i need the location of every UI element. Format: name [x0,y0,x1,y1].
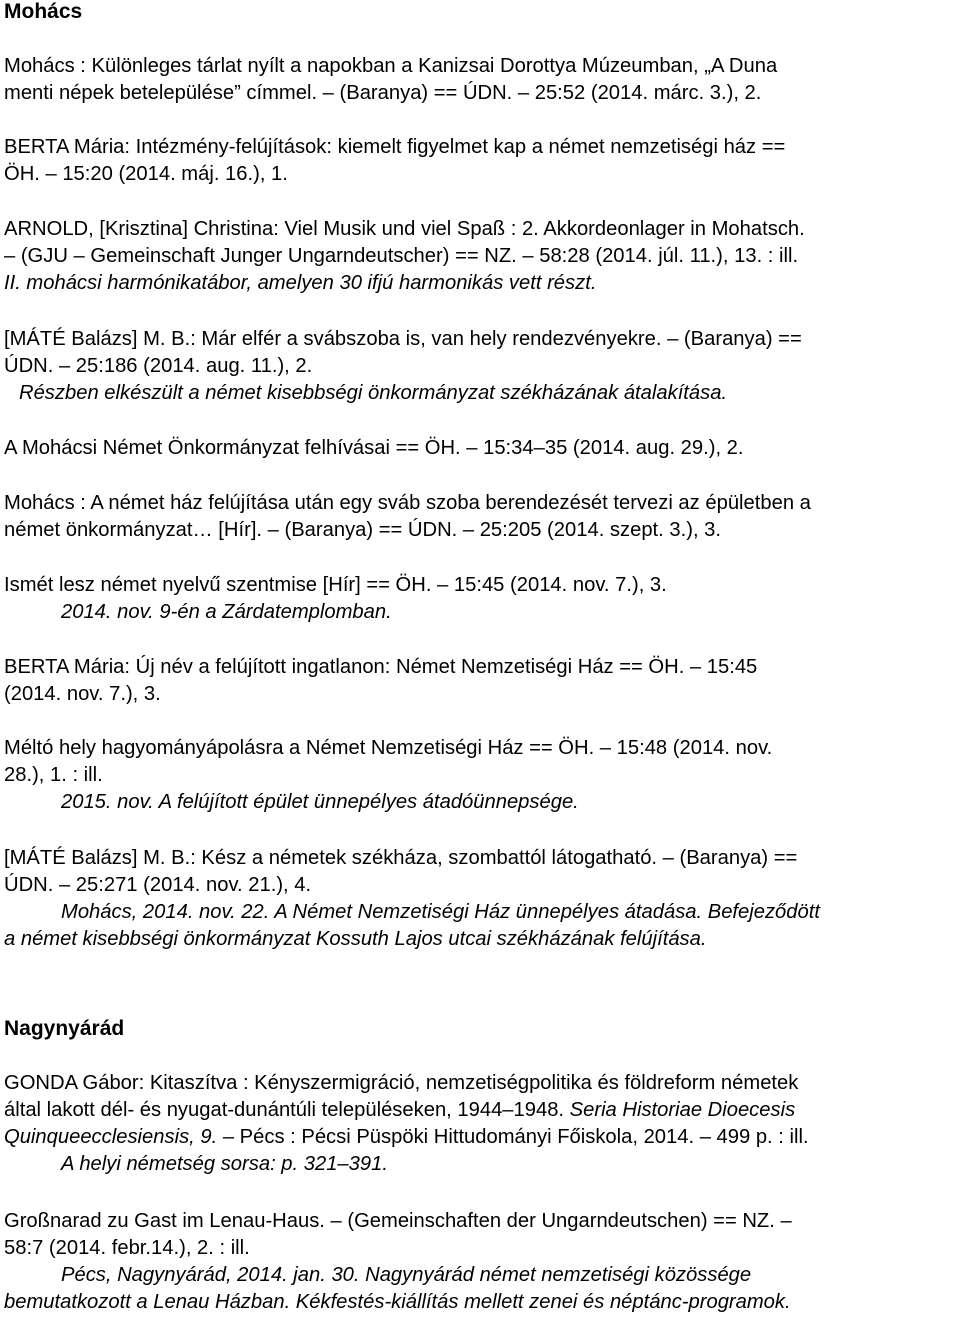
entry-annotation: a német kisebbségi önkormányzat Kossuth Lajos utcai székházának felújítása. [4,928,707,950]
entry-line [4,1124,956,1151]
entry-line: (2014. nov. 7.), 3. [4,683,161,705]
entry-annotation: bemutatkozott a Lenau Házban. Kékfestés-kiállítás mellett zenei és néptánc-programok. [4,1291,791,1313]
bibliography-entry [4,134,956,188]
series-title: Seria Historiae Dioecesis [569,1099,796,1121]
entry-line: Mohács : Különleges tárlat nyílt a napokban a Kanizsai Dorottya Múzeumban, „A Duna [4,55,778,77]
entry-line: BERTA Mária: Intézmény-felújítások: kiemelt figyelmet kap a német nemzetiségi ház == [4,136,786,158]
entry-line: GONDA Gábor: Kitaszítva : Kényszermigráció, nemzetiségpolitika és földreform németek [4,1072,799,1094]
bibliography-entry [4,654,956,708]
entry-annotation: II. mohácsi harmónikatábor, amelyen 30 ifjú harmonikás vett részt. [4,272,597,294]
entry-line: menti népek betelepülése” címmel. – (Baranya) == ÚDN. – 25:52 (2014. márc. 3.), 2. [4,82,762,104]
bibliography-entry [4,326,956,407]
entry-line: Mohács : A német ház felújítása után egy sváb szoba berendezését tervezi az épületben a [4,492,811,514]
entry-line: által lakott dél- és nyugat-dunántúli településeken, 1944–1948. Seria Historiae Dioecesis [4,1099,796,1121]
entry-line: [MÁTÉ Balázs] M. B.: Már elfér a svábszoba is, van hely rendezvényekre. – (Baranya) == [4,328,802,350]
bibliography-entry [4,1208,956,1316]
bibliography-entry [4,1070,956,1178]
entry-line: ÚDN. – 25:271 (2014. nov. 21.), 4. [4,874,312,896]
bibliography-entry [4,490,956,544]
entry-line: Ismét lesz német nyelvű szentmise [Hír] == ÖH. – 15:45 (2014. nov. 7.), 3. [4,574,667,596]
entry-line: Großnarad zu Gast im Lenau-Haus. – (Gemeinschaften der Ungarndeutschen) == NZ. – [4,1210,792,1232]
entry-line: 58:7 (2014. febr.14.), 2. : ill. [4,1237,250,1259]
section-heading: Nagynyárád [4,1017,125,1040]
bibliography-entry [4,216,956,297]
bibliography-entry [4,572,956,626]
entry-line: [MÁTÉ Balázs] M. B.: Kész a németek székháza, szombattól látogatható. – (Baranya) == [4,847,798,869]
entry-line: BERTA Mária: Új név a felújított ingatlanon: Német Nemzetiségi Ház == ÖH. – 15:45 [4,656,758,678]
entry-line-rest: – Pécs : Pécsi Püspöki Hittudományi Főiskola, 2014. – 499 p. : ill. [217,1126,809,1148]
entry-annotation: 2015. nov. A felújított épület ünnepélyes átadóünnepsége. [61,791,579,813]
entry-line: ARNOLD, [Krisztina] Christina: Viel Musik und viel Spaß : 2. Akkordeonlager in Mohatsch. [4,218,805,240]
entry-line: A Mohácsi Német Önkormányzat felhívásai == ÖH. – 15:34–35 (2014. aug. 29.), 2. [4,437,744,459]
entry-annotation: A helyi németség sorsa: p. 321–391. [61,1153,388,1175]
entry-line: ÚDN. – 25:186 (2014. aug. 11.), 2. [4,355,313,377]
entry-annotation: Pécs, Nagynyárád, 2014. jan. 30. Nagynyárád német nemzetiségi közössége [61,1264,752,1286]
entry-annotation: 2014. nov. 9-én a Zárdatemplomban. [61,601,392,623]
entry-line: Méltó hely hagyományápolásra a Német Nemzetiségi Ház == ÖH. – 15:48 (2014. nov. [4,737,773,759]
entry-line: ÖH. – 15:20 (2014. máj. 16.), 1. [4,163,288,185]
bibliography-entry [4,845,956,953]
bibliography-entry [4,435,956,462]
series-title: Quinqueecclesiensis, 9. [4,1126,218,1148]
section-heading: Mohács [4,0,83,23]
entry-line: 28.), 1. : ill. [4,764,103,786]
entry-annotation: Mohács, 2014. nov. 22. A Német Nemzetiségi Ház ünnepélyes átadása. Befejeződött [61,901,820,923]
bibliography-entry [4,53,956,107]
entry-line: – (GJU – Gemeinschaft Junger Ungarndeutscher) == NZ. – 58:28 (2014. júl. 11.), 13. : ill. [4,245,799,267]
bibliography-entry [4,735,956,816]
entry-annotation: Részben elkészült a német kisebbségi önkormányzat székházának átalakítása. [19,382,728,404]
entry-line: német önkormányzat… [Hír]. – (Baranya) == ÚDN. – 25:205 (2014. szept. 3.), 3. [4,519,721,541]
